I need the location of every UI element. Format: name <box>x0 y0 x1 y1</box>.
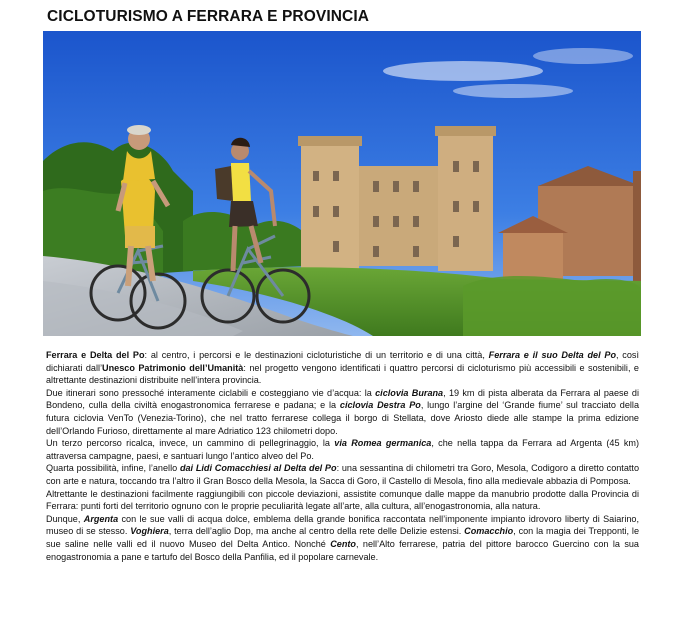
text-bold-italic: Ferrara e il suo Delta del Po <box>488 350 616 360</box>
text-span: , nell’Alto ferrarese, patria del pittore barocco Guercino con la sua enogastronomia a pane e tartufo del Bosco della Panfilia, ed il popolare carnevale. <box>46 538 639 562</box>
paragraph-ferrara-delta <box>46 349 639 387</box>
text-span: , con la magia dei Trepponti, le sue saline nelle valli ed il nuovo Museo del Delta Antico. Nonché <box>46 526 640 549</box>
text-span: : una sessantina di chilometri tra Goro, Mesola, Codigoro a diretto contatto con arte e natura, toccando tra l’altro il Gran Bosco della Mesola, la Sacca di Goro, il Castello di Mesola, fino alla medievale abbazia di Pomposa. <box>46 463 639 486</box>
text-span: : nel progetto vengono identificati i quattro percorsi di cicloturismo più accessibili e sostenibili, e altrettante destinazioni distribuite nell’intera provincia. <box>46 362 639 386</box>
text-span: , lungo l’argine del ‘Grande fiume’ sul tracciato della futura ciclovia VenTo (Venezia-Torino), che nel tratto ferrarese collega il borgo di Stellata, dove Ariosto diede alle stampe la prima edizione dell’Orlando Furioso, direttamente al mare Adriatico 123 chilometri dopo. <box>46 400 640 436</box>
text-bold: Ferrara e Delta del Po <box>46 350 145 360</box>
text-span: , che nella tappa da Ferrara ad Argenta (45 km) attraversa campagne, paesi, e santuari lungo l’antico alveo del Po. <box>46 438 639 461</box>
text-bold-italic: Voghiera <box>130 526 169 537</box>
text-span: Un terzo percorso ricalca, invece, un cammino di pellegrinaggio, la <box>46 438 335 449</box>
text-bold-italic: dai Lidi Comacchiesi al Delta del Po <box>179 463 337 474</box>
article-title: CICLOTURISMO A FERRARA E PROVINCIA <box>47 8 370 25</box>
cyclists-castle-photo <box>43 31 641 336</box>
paragraph-towns <box>46 513 639 563</box>
text-span: Altrettante le destinazioni facilmente raggiungibili con piccole deviazioni, assistite comunque dalle mappe da manubrio prodotte dalla Provincia di Ferrara: punti forti del territorio ognuno con le proprie peculiarità legate all’arte, alla cultura, all’enogastronomia, alla natura. <box>46 488 639 512</box>
paragraph-two-itineraries <box>46 387 639 437</box>
text-span: , 19 km di pista alberata da Ferrara al paese di Bondeno, culla della civiltà enogastronomica ferrarese e padana; e la <box>46 387 639 411</box>
text-span: Quarta possibilità, infine, l’anello <box>46 463 180 474</box>
text-span: , terra dell’aglio Dop, ma anche al centro della rete delle Delizie estensi. <box>168 526 465 537</box>
paragraph-fourth-route <box>46 462 639 487</box>
text-span: Dunque, <box>46 513 84 524</box>
text-bold-italic: Argenta <box>83 513 119 524</box>
paragraph-third-route <box>46 437 639 462</box>
text-bold-italic: Cento <box>330 538 356 549</box>
paragraph-destinations <box>46 488 639 513</box>
text-bold-italic: via Romea germanica <box>334 438 432 449</box>
article-body <box>46 349 639 563</box>
text-span: : al centro, i percorsi e le destinazioni cicloturistiche di un territorio e di una città, <box>144 350 489 360</box>
text-bold-italic: ciclovia Destra Po <box>339 400 421 411</box>
text-span: con le sue valli di acqua dolce, emblema della grande bonifica raccontata nell’imponente impianto idrovoro liberty di Saiarino, museo di se stesso. <box>46 513 639 537</box>
text-span: , così dichiarati dall’ <box>46 350 639 373</box>
text-bold: Unesco Patrimonio dell’Umanità <box>102 362 244 373</box>
text-bold-italic: ciclovia Burana <box>375 387 444 398</box>
text-bold-italic: Comacchio <box>464 526 514 537</box>
text-span: Due itinerari sono pressoché interamente ciclabili e costeggiano vie d’acqua: la <box>46 387 376 398</box>
